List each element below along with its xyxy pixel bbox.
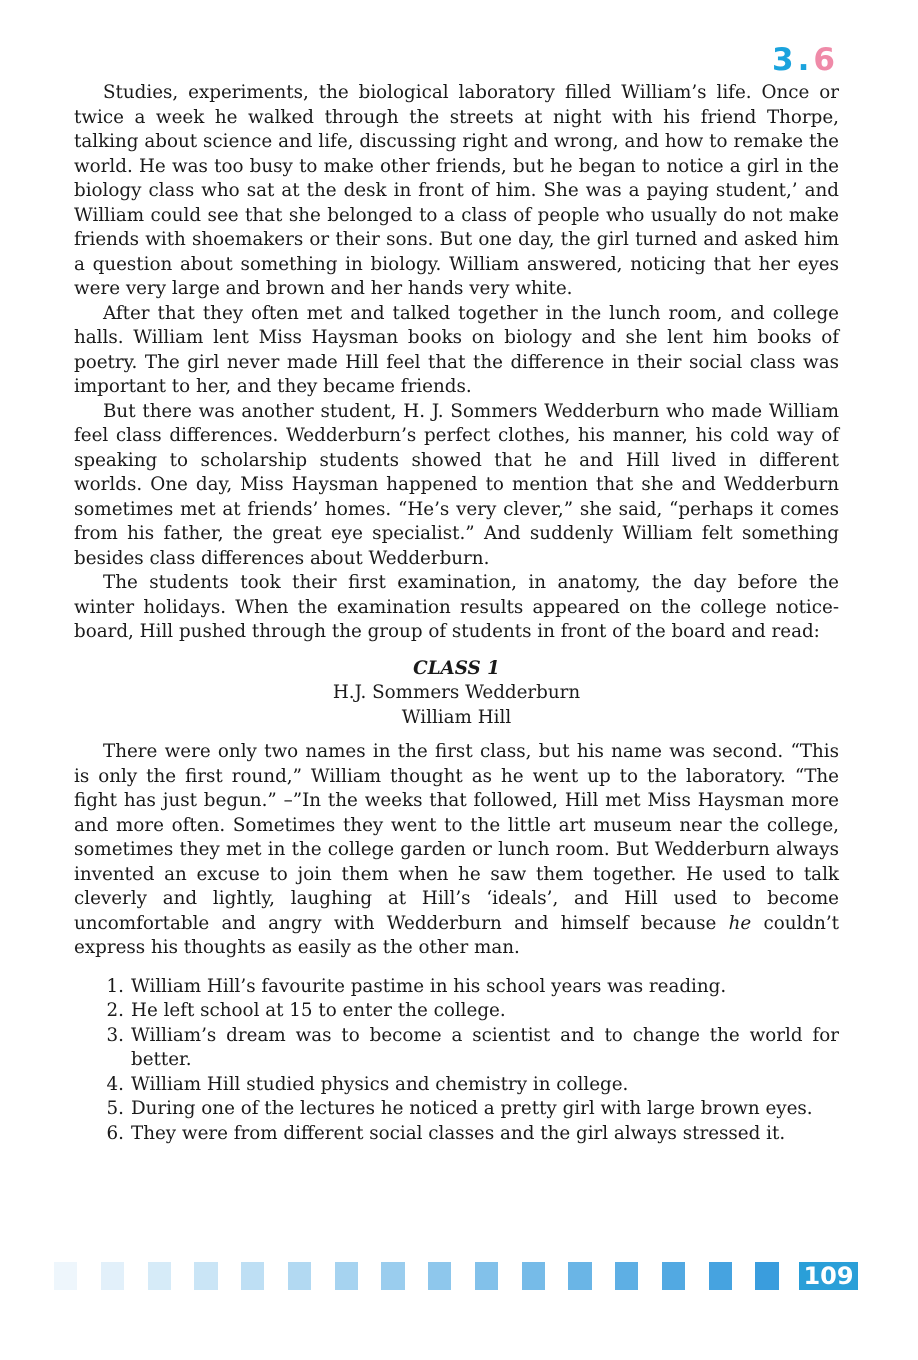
page-content (74, 81, 839, 1146)
footer-square (615, 1262, 638, 1290)
list-item (74, 1073, 839, 1098)
paragraph-4: The students took their first examination, in anatomy, the day before the winter holidays. When the examination results appeared on the college notice-board, Hill pushed through the group of students in front of the board and read: (74, 572, 839, 642)
exam-results-list (74, 657, 839, 731)
list-item-number: 5. (106, 1098, 124, 1119)
footer-square (522, 1262, 545, 1290)
footer-square (662, 1262, 685, 1290)
section-minor: 6 (813, 42, 839, 78)
footer-square (335, 1262, 358, 1290)
paragraph-5 (74, 740, 839, 961)
footer-square (148, 1262, 171, 1290)
list-item-text: He left school at 15 to enter the college. (131, 1000, 506, 1021)
footer-square (288, 1262, 311, 1290)
section-major: 3 (772, 42, 798, 78)
page-number: 109 (799, 1262, 858, 1290)
footer-square (755, 1262, 778, 1290)
footer-square (54, 1262, 77, 1290)
paragraph-2: After that they often met and talked together in the lunch room, and college halls. William lent Miss Haysman books on biology and she lent him books of poetry. The girl never made Hill feel that the difference in their social class was important to her, and they became friends. (74, 302, 839, 397)
paragraph-1: Studies, experiments, the biological laboratory filled William’s life. Once or twice a week he walked through the streets at night with his friend Thorpe, talking about science and life, discussing right and wrong, and how to remake the world. He was too busy to make other friends, but he began to notice a girl in the biology class who sat at the desk in front of him. She was a paying student,’ and William could see that she belonged to a class of people who usually do not make friends with shoemakers or their sons. But one day, the girl turned and asked him a question about something in biology. William answered, noticing that her eyes were very large and brown and her hands very white. (74, 82, 839, 299)
result-name-2: William Hill (401, 706, 512, 728)
paragraph-3: But there was another student, H. J. Sommers Wedderburn who made William feel class differences. Wedderburn’s perfect clothes, his manner, his cold way of speaking to scholarship students showed that he and Hill lived in different worlds. One day, Miss Haysman happened to mention that she and Wedderburn sometimes met at friends’ homes. “He’s very clever,” she said, “perhaps it comes from his father, the great eye specialist.” And suddenly William felt something besides class differences about Wedderburn. (74, 400, 839, 569)
list-item-text: During one of the lectures he noticed a pretty girl with large brown eyes. (131, 1098, 813, 1119)
list-item-number: 6. (106, 1122, 124, 1144)
list-item-number: 1. (106, 975, 124, 997)
footer-square (475, 1262, 498, 1290)
list-item-number: 3. (106, 1024, 124, 1046)
footer-decorative-strip (54, 1262, 802, 1290)
list-item-text: William’s dream was to become a scientist and to change the world for better. (131, 1024, 839, 1070)
list-item (74, 999, 839, 1024)
footer-square (568, 1262, 591, 1290)
footer-square (241, 1262, 264, 1290)
section-dot: . (797, 42, 814, 78)
result-name-1: H.J. Sommers Wedderburn (332, 682, 581, 703)
list-item (74, 1097, 839, 1122)
section-number (772, 42, 839, 78)
paragraph-5-after: couldn’t express his thoughts as easily as the other man. (74, 912, 839, 958)
list-item-text: William Hill’s favourite pastime in his school years was reading. (131, 975, 727, 997)
list-item-text: They were from different social classes and the girl always stressed it. (131, 1122, 786, 1144)
footer-square (381, 1262, 404, 1290)
footer-square (101, 1262, 124, 1290)
footer-square (709, 1262, 732, 1290)
list-item-number: 4. (106, 1073, 124, 1095)
statements-list (74, 975, 839, 1147)
list-item (74, 975, 839, 1000)
list-item (74, 1122, 839, 1147)
list-item-number: 2. (106, 1000, 124, 1021)
footer-square (428, 1262, 451, 1290)
list-item-text: William Hill studied physics and chemistry in college. (131, 1073, 629, 1095)
paragraph-5-before: There were only two names in the first class, but his name was second. “This is only the first round,” William thought as he went up to the laboratory. “The fight has just begun.” –”In the weeks that followed, Hill met Miss Haysman more and more often. Sometimes they went to the little art museum near the college, sometimes they met in the college garden or lunch room. But Wedderburn always invented an excuse to join them when he saw them together. He used to talk cleverly and lightly, laughing at Hill’s ‘ideals’, and Hill used to become uncomfortable and angry with Wedderburn and himself because (74, 741, 839, 934)
footer-square (194, 1262, 217, 1290)
list-item (74, 1024, 839, 1073)
class-heading: CLASS 1 (413, 657, 500, 679)
paragraph-5-emphasis: he (728, 912, 752, 934)
